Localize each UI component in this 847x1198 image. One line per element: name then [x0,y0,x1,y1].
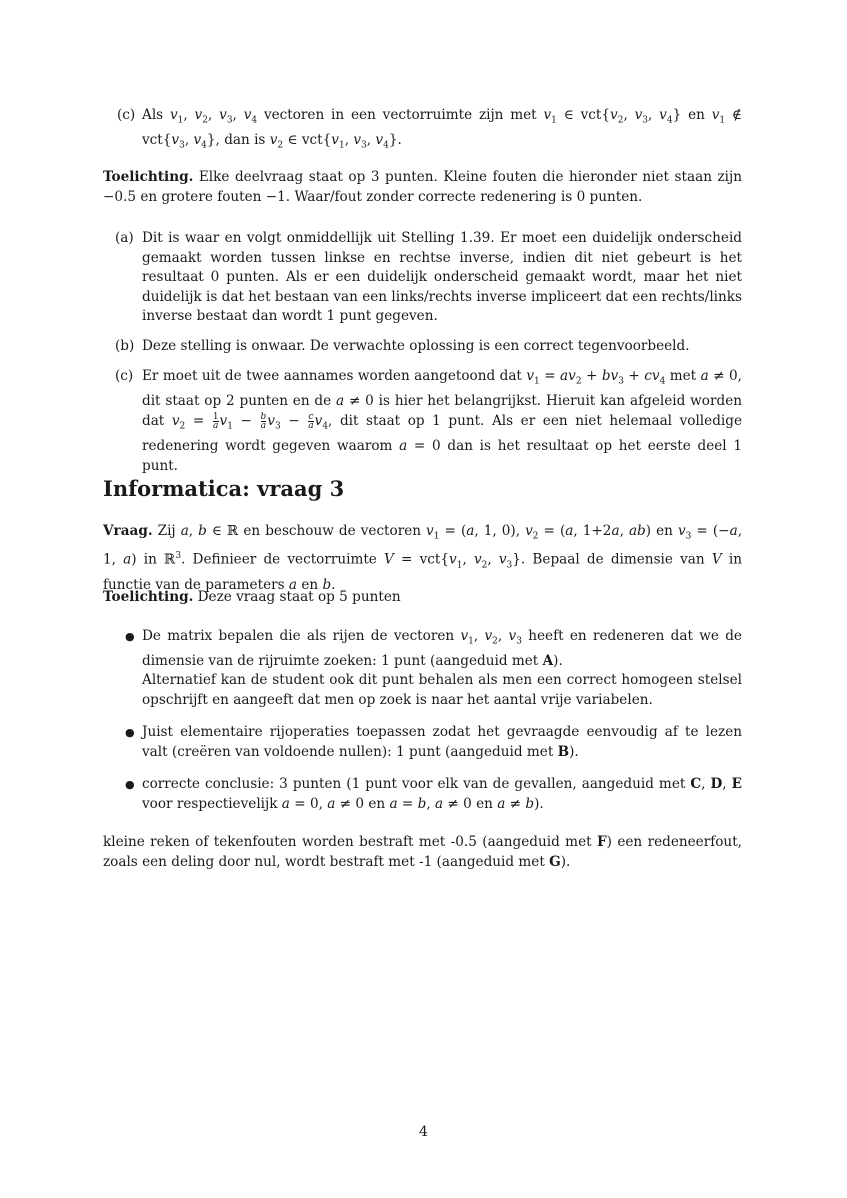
toelichting2-label: Toelichting. [103,589,194,605]
toelichting-text: Elke deelvraag staat op 3 punten. Kleine fouten die hieronder niet staan zijn −0.5 en grotere fouten −1. Waar/fout zonder correcte redenering is 0 punten. [103,169,742,205]
answer-c-label: (c) [115,368,134,384]
toelichting2-paragraph [103,588,742,608]
bullet-2-text: Juist elementaire rijoperaties toepassen zodat het gevraagde eenvoudig af te lezen valt (creëren van voldoende nullen): 1 punt (aangeduid met B). [142,724,742,760]
answer-b-text: Deze stelling is onwaar. De verwachte oplossing is een correct tegenvoorbeeld. [142,338,690,354]
bullet-marker: ● [125,726,135,739]
answer-a-text: Dit is waar en volgt onmiddellijk uit Stelling 1.39. Er moet een duidelijk onderscheid gemaakt worden tussen linkse en rechtse inverse, indien dit niet gebeurt is het resultaat 0 punten. Als er een duidelijk onderscheid gemaakt wordt, maar het niet duidelijk is dat het bestaan van een links/rechts inverse impliceert dat een rechts/links inverse bestaat dan wordt 1 punt gegeven. [142,230,742,325]
bullet-marker: ● [125,630,135,643]
answer-c-text: Er moet uit de twee aannames worden aangetoond dat $v_1 = av_2 + bv_3 + cv_4$ met a ≠ 0, dit staat op 2 punten en de a ≠ 0 is hier het belangrijkst. Hieruit kan afgeleid worden dat $v_2$ = $\frac{1}{a}$ $v_1$ − $\frac{b}{a}$ $v_3$ − $\frac{c}{a}$ $v_4$, dit staat op 1 punt. Als er een niet helemaal volledige redenering wordt gegeven waarom a = 0 dan is het resultaat op het eerste deel 1 punt. [142,368,742,474]
answer-a-label: (a) [115,230,134,246]
bullet-1-extra: Alternatief kan de student ook dit punt behalen als men een correct homogeen stelsel opschrijft en aangeeft dat men op zoek is naar het aantal vrije variabelen. [142,672,742,708]
page-number: 4 [419,1124,428,1140]
bullet-marker: ● [125,778,135,791]
part-c-label: (c) [117,107,136,123]
toelichting-label: Toelichting. [103,169,194,185]
part-c-statement: Als $v_1$, $v_2$, $v_3$, $v_4$ vectoren in een vectorruimte zijn met $v_1$ ∈ $vct\{v_2$, $v_3$, $v_4$} en $v_1$ ∉ $vct\{v_3$, $v_4$}, dan is $v_2$ ∈ $vct\{v_1$, $v_3$, $v_4$}. [142,107,742,152]
vraag-paragraph: Vraag. Zij a, b ∈ ℝ en beschouw de vectoren $v_1 = (a$, 1, 0), $v_2 = (a$, 1+2a, ab) en $v_3 = (-a$, 1, a) in ℝ$^3$. Definieer de vectorruimte $V = vct\{v_1$, $v_2$, $v_3$}. Bepaal de dimensie van V in functie van de parameters a en b. [103,523,743,594]
toelichting2-text: Deze vraag staat op 5 punten [197,589,401,605]
vraag-label: Vraag. [103,523,153,539]
section-title: Informatica: vraag 3 [103,476,345,501]
bullet-3-text: correcte conclusie: 3 punten (1 punt voor elk van de gevallen, aangeduid met C, D, E voor respectievelijk a = 0, a ≠ 0 en a = b, a ≠ 0 en a ≠ b). [142,776,742,812]
toelichting-paragraph [103,168,742,207]
answer-b-label: (b) [115,338,135,354]
closing-paragraph: kleine reken of tekenfouten worden bestraft met -0.5 (aangeduid met F) een redeneerfout, zoals een deling door nul, wordt bestraft met -1 (aangeduid met G). [103,834,742,870]
bullet-1-text: De matrix bepalen die als rijen de vectoren $v_1$, $v_2$, $v_3$ heeft en redeneren dat we de dimensie van de rijruimte zoeken: 1 punt (aangeduid met A). [142,628,742,670]
